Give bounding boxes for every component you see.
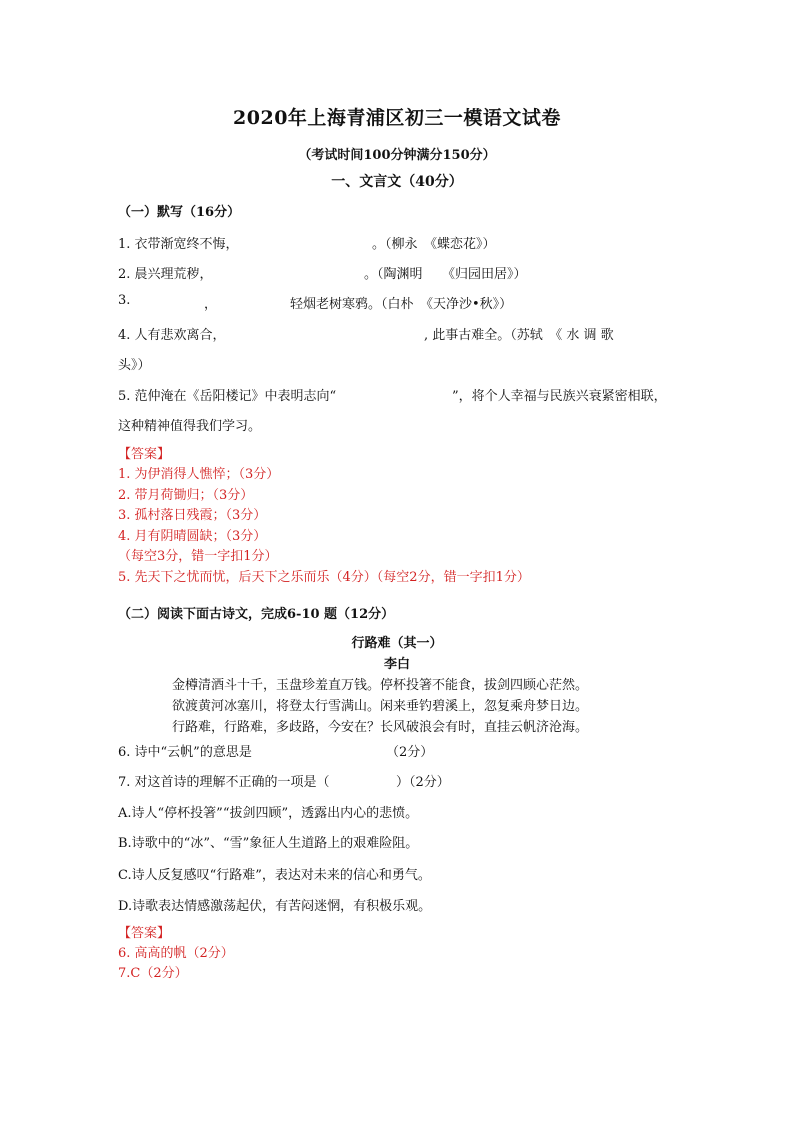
q3-number: 3.	[118, 293, 131, 308]
answer-line: 4. 月有阴晴圆缺；（3分）	[118, 529, 267, 544]
option-c: C.诗人反复感叹“行路难”，表达对未来的信心和勇气。	[118, 868, 431, 883]
q6-text: 6. 诗中“云帆”的意思是	[118, 745, 252, 760]
q2-text: 2. 晨兴理荒秽，	[118, 267, 213, 282]
q5-text: 5. 范仲淹在《岳阳楼记》中表明志向“	[118, 389, 337, 404]
q4-source: , 此事古难全。（苏轼 《 水 调 歌	[424, 328, 614, 343]
part1-heading: （一）默写（16分）	[118, 205, 241, 220]
q4-text: 4. 人有悲欢离合，	[118, 328, 226, 343]
q4-source-cont: 头》）	[118, 358, 151, 373]
option-a: A.诗人“停杯投箸”“拔剑四顾”，透露出内心的悲愤。	[118, 806, 419, 821]
option-d: D.诗歌表达情感激荡起伏，有苦闷迷惘，有积极乐观。	[118, 899, 432, 914]
answer-line: 2. 带月荷锄归；（3分）	[118, 488, 254, 503]
section-heading: 一、文言文（40分）	[331, 174, 463, 190]
q3-source: 轻烟老树寒鸦。（白朴 《天净沙•秋》）	[290, 297, 513, 312]
q2-source: 。（陶渊明 《归园田居》）	[364, 267, 527, 282]
q7-score: ）（2分）	[396, 775, 450, 790]
poem-author: 李白	[383, 657, 410, 672]
answer-note: （每空3分，错一字扣1分）	[118, 549, 278, 564]
poem-line: 金樽清酒斗十千，玉盘珍羞直万钱。停杯投箸不能食，拔剑四顾心茫然。	[172, 678, 589, 693]
poem-title: 行路难（其一）	[351, 636, 443, 651]
q1-text: 1. 衣带渐宽终不悔，	[118, 237, 239, 252]
exam-info: （考试时间100分钟满分150分）	[298, 148, 496, 163]
answer-line: 1. 为伊消得人憔悴；（3分）	[118, 467, 280, 482]
answer-line: 3. 孤村落日残霞；（3分）	[118, 508, 267, 523]
q3-comma: ，	[204, 297, 218, 312]
answer-label: 【答案】	[118, 926, 171, 941]
answer-line: 7.C（2分）	[118, 966, 188, 981]
q6-score: （2分）	[386, 745, 434, 760]
answer-line: 5. 先天下之忧而忧，后天下之乐而乐（4分）（每空2分，错一字扣1分）	[118, 570, 530, 585]
answer-line: 6. 高高的帆（2分）	[118, 946, 234, 961]
answer-label: 【答案】	[118, 447, 171, 462]
page-title: 2020年上海青浦区初三一模语文试卷	[233, 107, 561, 129]
q5-text-end: 这种精神值得我们学习。	[118, 419, 262, 434]
part2-heading: （二）阅读下面古诗文，完成6-10 题（12分）	[118, 607, 395, 622]
poem-line: 欲渡黄河冰塞川，将登太行雪满山。闲来垂钓碧溪上，忽复乘舟梦日边。	[172, 699, 589, 714]
q1-source: 。（柳永 《蝶恋花》）	[372, 237, 496, 252]
q5-text-cont: ”，将个人幸福与民族兴衰紧密相联，	[452, 389, 667, 404]
option-b: B.诗歌中的“冰”、“雪”象征人生道路上的艰难险阻。	[118, 836, 419, 851]
poem-line: 行路难，行路难，多歧路，今安在？长风破浪会有时，直挂云帆济沧海。	[172, 720, 589, 735]
q7-text: 7. 对这首诗的理解不正确的一项是（	[118, 775, 330, 790]
